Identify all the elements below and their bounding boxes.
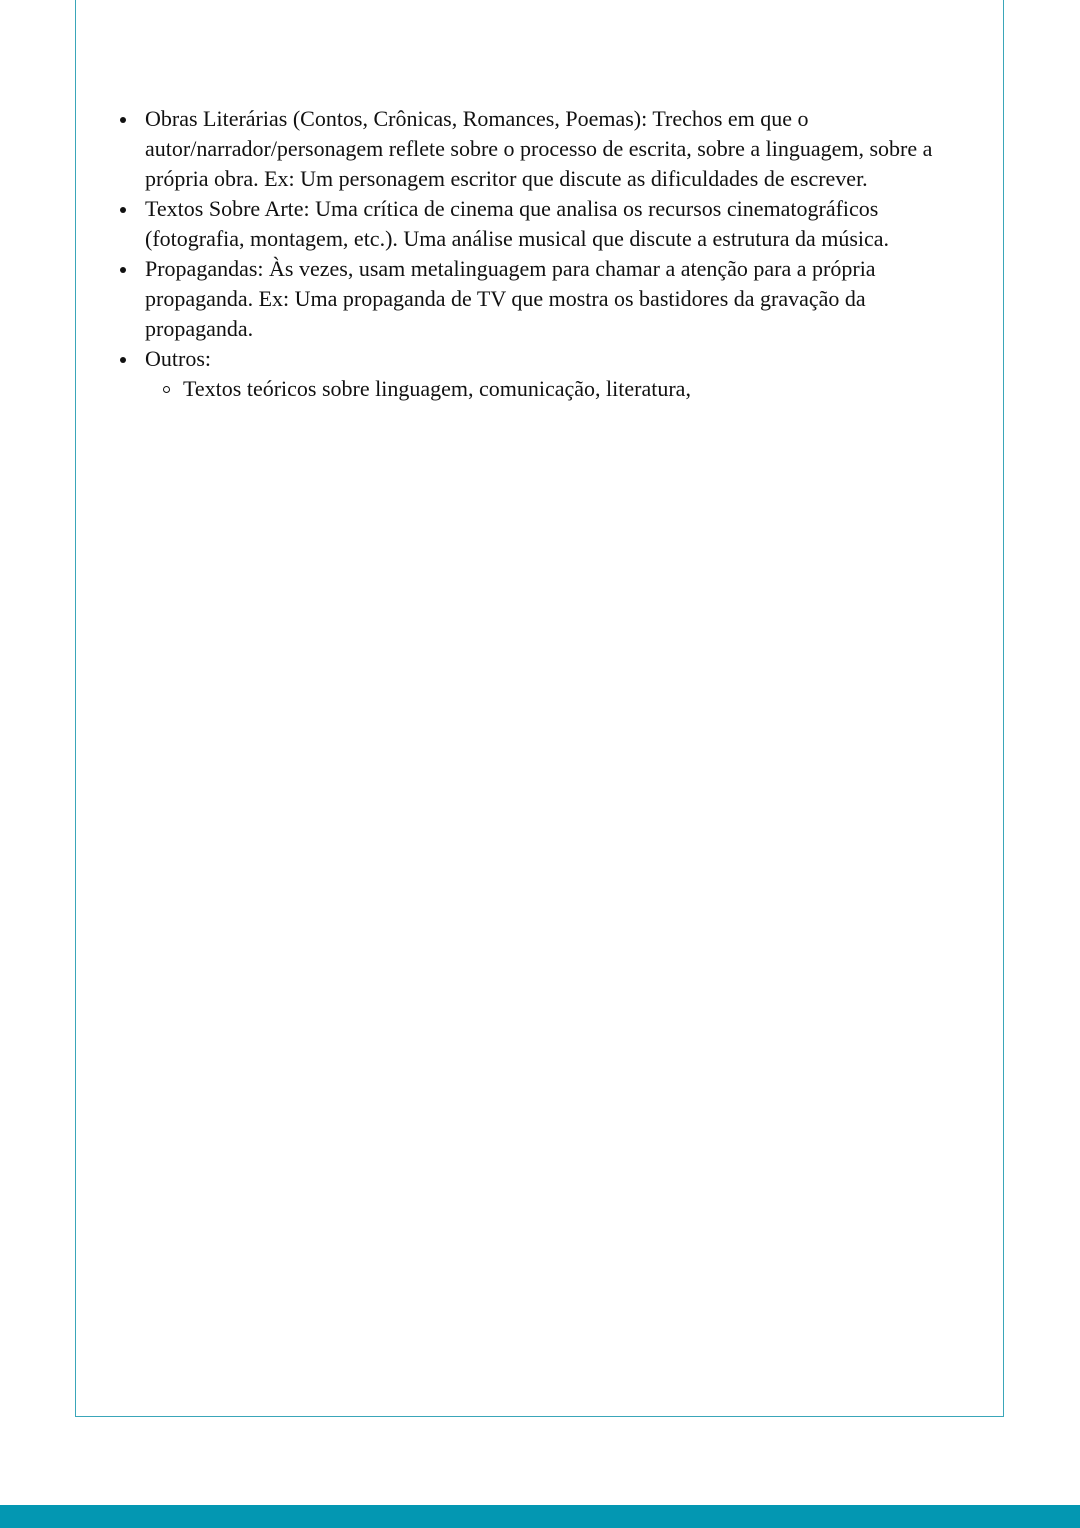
list-item-text: Outros: bbox=[145, 346, 211, 371]
list-item-text: Obras Literárias (Contos, Crônicas, Romances, Poemas): Trechos em que o autor/narrador/personagem reflete sobre o processo de escrita, sobre a linguagem, sobre a própria obra. Ex: Um personagem escritor que discute as dificuldades de escrever. bbox=[145, 106, 933, 191]
bullet-icon bbox=[120, 117, 126, 123]
sub-list bbox=[145, 374, 975, 404]
sub-list-item bbox=[183, 374, 975, 404]
circle-bullet-icon bbox=[163, 386, 170, 393]
sub-list-item-text: Textos teóricos sobre linguagem, comunicação, literatura, bbox=[183, 376, 691, 401]
list-item-text: Textos Sobre Arte: Uma crítica de cinema que analisa os recursos cinematográficos (fotografia, montagem, etc.). Uma análise musical que discute a estrutura da música. bbox=[145, 196, 890, 251]
bullet-icon bbox=[120, 267, 126, 273]
list-item bbox=[145, 194, 975, 254]
bullet-icon bbox=[120, 357, 126, 363]
footer-bar bbox=[0, 1505, 1080, 1528]
list-item bbox=[145, 344, 975, 404]
list-item bbox=[145, 254, 975, 344]
list-item-text: Propagandas: Às vezes, usam metalinguagem para chamar a atenção para a própria propaganda. Ex: Uma propaganda de TV que mostra os bastidores da gravação da propaganda. bbox=[145, 256, 876, 341]
list-item bbox=[145, 104, 975, 194]
bullet-icon bbox=[120, 207, 126, 213]
bullet-list bbox=[145, 104, 975, 404]
